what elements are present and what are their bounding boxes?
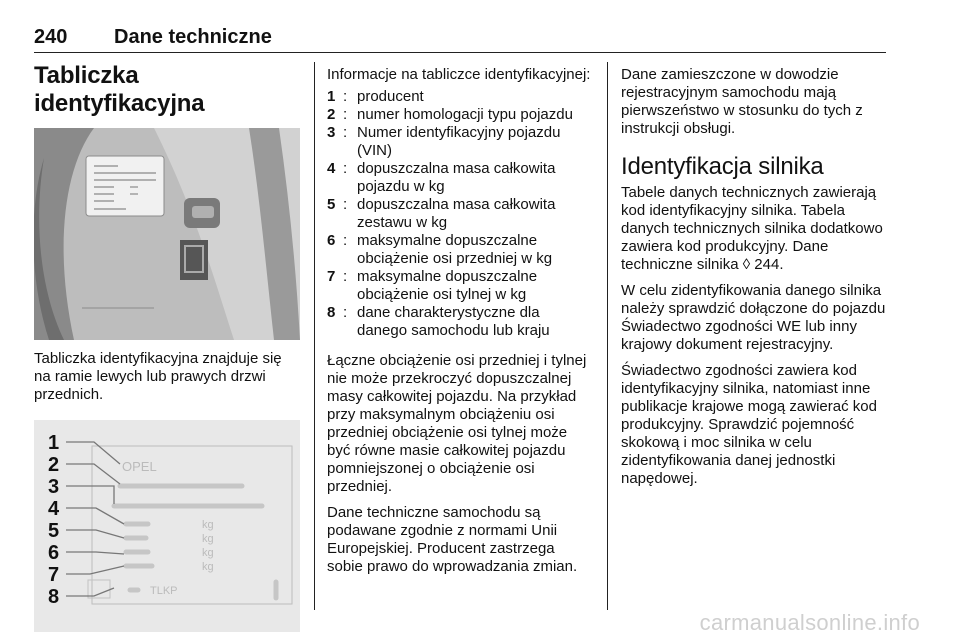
plate-unit-2: kg <box>202 533 214 545</box>
column-3 <box>621 62 887 488</box>
legend-item: 6 : maksymalne dopuszczalne obciążenie osi przedniej w kg <box>327 232 592 268</box>
legend-item: 7 : maksymalne dopuszczalne obciążenie osi tylnej w kg <box>327 268 592 304</box>
door-frame-illustration <box>34 128 300 340</box>
legend-number: 6 <box>327 232 336 249</box>
registration-paragraph: Dane zamieszczone w dowodzie rejestracyjnym samochodu mają pierwszeństwo w stosunku do tych z instrukcji obsługi. <box>621 66 863 137</box>
conformity-certificate-paragraph: Świadectwo zgodności zawiera kod identyfikacyjny silnika, natomiast inne publikacje krajowe mogą zawierać kod produkcyjny. Sprawdzić pojemność skokową i moc silnika w celu zidentyfikowania danej jednostki napędowej. <box>621 362 877 487</box>
legend-text: dopuszczalna masa całkowita pojazdu w kg <box>357 160 556 195</box>
engine-code-paragraph: Tabele danych technicznych zawierają kod identyfikacyjny silnika. Tabela danych technicznych silnika dodatkowo zawiera kod produkcyjny. Dane techniczne silnika ◊ 244. <box>621 184 883 273</box>
plate-unit-1: kg <box>202 519 214 531</box>
legend-text: dopuszczalna masa całkowita zestawu w kg <box>357 196 556 231</box>
legend-number: 8 <box>327 304 336 321</box>
nameplate-diagram-svg <box>34 420 300 632</box>
legend-number: 4 <box>327 160 336 177</box>
column-1 <box>34 62 300 632</box>
section-title-nameplate: Tabliczka identyfikacyjna <box>34 62 205 117</box>
plate-brand: OPEL <box>122 459 157 474</box>
legend-number: 7 <box>327 268 336 285</box>
plate-field: TLKP <box>150 585 178 597</box>
legend-text: numer homologacji typu pojazdu <box>357 106 573 123</box>
page-number: 240 <box>34 26 68 48</box>
legend-text: producent <box>357 88 424 105</box>
legend-item: 5 : dopuszczalna masa całkowita zestawu w kg <box>327 196 592 232</box>
section-title-engine-id: Identyfikacja silnika <box>621 153 824 180</box>
callout-8: 8 <box>48 586 60 608</box>
column-divider-1 <box>314 62 315 610</box>
nameplate-diagram <box>34 420 300 632</box>
watermark: carmanualsonline.info <box>699 610 920 635</box>
callout-3: 3 <box>48 476 60 498</box>
legend-item: 3 : Numer identyfikacyjny pojazdu (VIN) <box>327 124 592 160</box>
legend-text: Numer identyfikacyjny pojazdu (VIN) <box>357 124 561 159</box>
engine-identify-paragraph: W celu zidentyfikowania danego silnika należy sprawdzić dołączone do pojazdu Świadectwo zgodności WE lub inny krajowy dokument rejestracyjny. <box>621 282 886 353</box>
callout-6: 6 <box>48 542 60 564</box>
callout-5: 5 <box>48 520 60 542</box>
legend-item: 4 : dopuszczalna masa całkowita pojazdu w kg <box>327 160 592 196</box>
column-divider-2 <box>607 62 608 610</box>
callout-4: 4 <box>48 498 60 520</box>
plate-unit-4: kg <box>202 561 214 573</box>
legend-item: 1 : producent <box>327 88 592 106</box>
nameplate-legend <box>327 88 592 340</box>
nameplate-caption: Tabliczka identyfikacyjna znajduje się na ramie lewych lub prawych drzwi przednich. <box>34 350 282 403</box>
callout-1: 1 <box>48 432 60 454</box>
door-frame-photo <box>34 128 300 340</box>
legend-number: 2 <box>327 106 336 123</box>
legend-number: 1 <box>327 88 336 105</box>
callout-7: 7 <box>48 564 60 586</box>
column-2 <box>327 62 592 576</box>
callout-2: 2 <box>48 454 60 476</box>
legend-text: dane charakterystyczne dla danego samochodu lub kraju <box>357 304 550 339</box>
axle-load-paragraph: Łączne obciążenie osi przedniej i tylnej nie może przekroczyć dopuszczalnej masy całkowitej pojazdu. Na przykład przy maksymalnym obciążeniu osi przedniej obciążenie osi tylnej może być równe masie całkowitej pojazdu pomniejszonej o obciążenie osi przedniej. <box>327 352 587 495</box>
legend-text: maksymalne dopuszczalne obciążenie osi tylnej w kg <box>357 268 538 303</box>
legend-item: 8 : dane charakterystyczne dla danego samochodu lub kraju <box>327 304 592 340</box>
legend-intro: Informacje na tabliczce identyfikacyjnej: <box>327 66 591 83</box>
running-title: Dane techniczne <box>114 26 272 48</box>
legend-number: 3 <box>327 124 336 141</box>
legend-number: 5 <box>327 196 336 213</box>
legend-text: maksymalne dopuszczalne obciążenie osi przedniej w kg <box>357 232 553 267</box>
plate-unit-3: kg <box>202 547 214 559</box>
eu-standards-paragraph: Dane techniczne samochodu są podawane zgodnie z normami Unii Europejskiej. Producent zastrzega sobie prawo do wprowadzania zmian. <box>327 504 578 575</box>
page-header <box>34 24 886 53</box>
legend-item: 2 : numer homologacji typu pojazdu <box>327 106 592 124</box>
